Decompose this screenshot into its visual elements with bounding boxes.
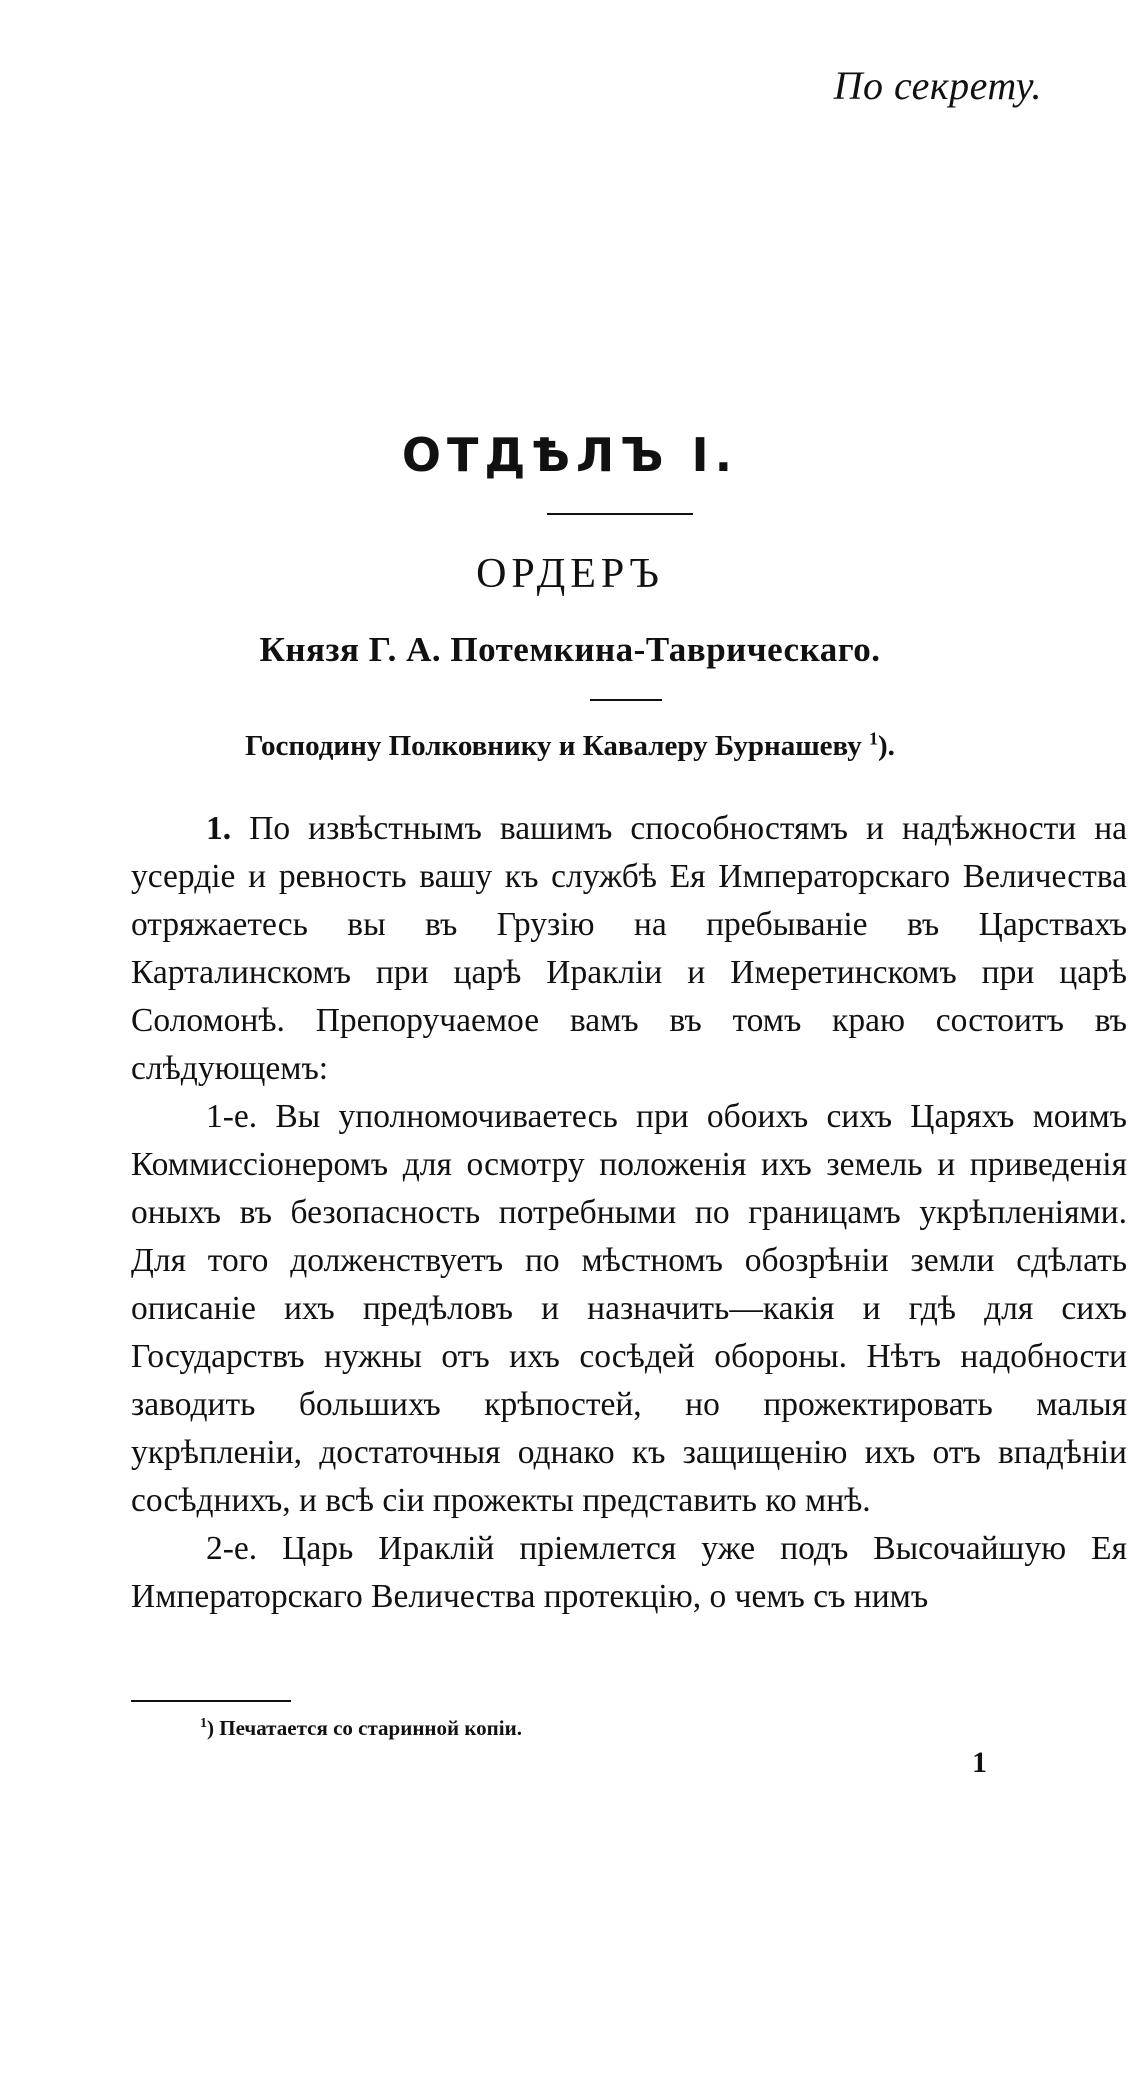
paragraph: [131, 1525, 1127, 1621]
paragraph: [131, 805, 1127, 1093]
addressee-line: [0, 730, 1140, 763]
addressee-end: ).: [877, 730, 895, 762]
divider-rule: [547, 513, 693, 515]
paragraph-text: По извѣстнымъ вашимъ способностямъ и надѣжности на усердіе и ревность вашу къ службѣ Ея Императорскаго Величества отряжаетесь вы въ Грузію на пребываніе въ Царствахъ Карталинскомъ при царѣ Ираклiи и Имеретинскомъ при царѣ Соломонѣ. Препоручаемое вамъ въ томъ краю состоитъ въ слѣдующемъ:: [131, 810, 1127, 1087]
divider-rule: [590, 699, 662, 701]
section-heading: ОТДѢЛЪ I.: [401, 428, 739, 482]
footnote-divider: [131, 1700, 291, 1702]
paragraph-text: 1-е. Вы уполномочиваетесь при обоихъ сихъ Царяхъ моимъ Коммиссіонеромъ для осмотру положенія ихъ земель и приведенія оныхъ въ безопасность потребными по границамъ укрѣпленіями. Для того долженствуетъ по мѣстномъ обозрѣніи земли сдѣлать описаніе ихъ предѣловъ и назначить—какія и гдѣ для сихъ Государствъ нужны отъ ихъ сосѣдей обороны. Нѣтъ надобности заводить большихъ крѣпостей, но прожектировать малыя укрѣпленіи, достаточныя однако къ защищенію ихъ отъ впадѣніи сосѣднихъ, и всѣ сіи прожекты представить ко мнѣ.: [131, 1098, 1127, 1519]
paragraph-number: 1.: [206, 810, 232, 847]
page-number: 1: [972, 1746, 987, 1779]
footnote-text: ) Печатается со старинной копіи.: [207, 1716, 522, 1740]
paragraph-text: 2-е. Царь Ираклій пріемлется уже подъ Высочайшую Ея Императорскаго Величества протекцію, о чемъ съ нимъ: [131, 1530, 1127, 1615]
addressee-text: Господину Полковнику и Кавалеру Бурнашеву: [245, 730, 862, 762]
paragraph: [131, 1093, 1127, 1525]
footnote-reference[interactable]: 1: [868, 728, 878, 749]
footnote-mark: 1: [200, 1716, 207, 1731]
document-title: ОРДЕРЪ: [476, 551, 664, 597]
footnote: [200, 1716, 522, 1741]
secret-note: По секрету.: [833, 63, 1042, 108]
document-subtitle: Князя Г. А. Потемкина-Таврическаго.: [259, 630, 881, 669]
body-text: [131, 805, 1127, 1621]
